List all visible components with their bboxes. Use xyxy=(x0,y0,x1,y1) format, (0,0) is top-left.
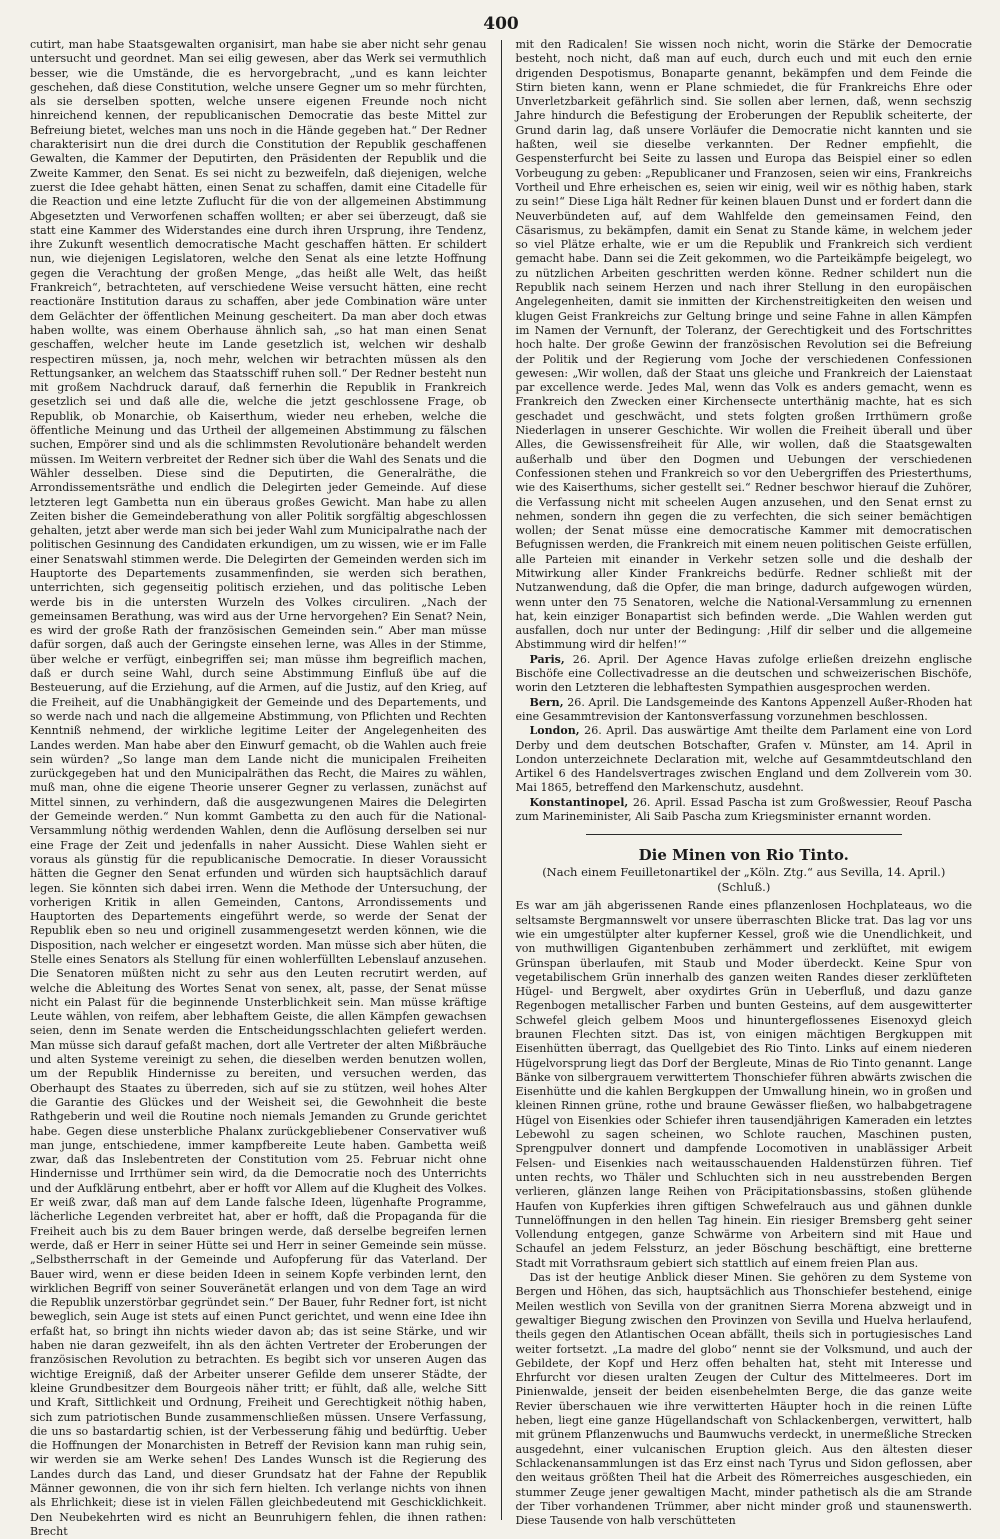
dispatch-text: 26. April. Essad Pascha ist zum Großwessier, Reouf Pascha zum Marineminister, Ali Saib Pascha zum Kriegsminister ernannt worden. xyxy=(515,795,973,824)
feuilleton-subtitle: (Nach einem Feuilletonartikel der „Köln. Ztg.“ aus Sevilla, 14. April.) xyxy=(542,865,946,880)
article-paragraph: cutirt, man habe Staatsgewalten organisirt, man habe sie aber nicht sehr genau untersucht und geordnet. Man sei eilig gewesen, aber das Werk sei vermuthlich besser, wie die Umstände, die es hervorgebracht, „und es kann leichter geschehen, daß diese Constitution, welche unsere Gegner um so mehr fürchten, als sie derselben spotten, welche unsere eigenen Freunde noch nicht hinreichend kennen, der republicanischen Democratie das beste Mittel zur Befreiung bietet, welches man uns noch in die Hände gegeben hat.“ Der Redner charakterisirt nun die drei durch die Constitution der Republik geschaffenen Gewalten, die Kammer der Deputirten, den Präsidenten der Republik und die Zweite Kammer, den Senat. Es sei nicht zu bezweifeln, daß diejenigen, welche zuerst die Idee gehabt hätten, einen Senat zu schaffen, damit eine Citadelle für die Reaction und eine letzte Zuflucht für die von der allgemeinen Abstimmung Abgesetzten und Verworfenen schaffen wollten; er aber sei überzeugt, daß sie statt eine Kammer des Widerstandes eine durch ihren Ursprung, ihre Tendenz, ihre Zukunft wesentlich democratische Macht geschaffen hätten. Er schildert nun, wie diejenigen Legislatoren, welche den Senat als eine letzte Hoffnung gegen die Verachtung der großen Menge, „das heißt alle Welt, das heißt Frankreich“, betrachteten, auf verschiedene Weise versucht hätten, eine recht reactionäre Institution daraus zu schaffen, aber jede Combination wäre unter dem Gelächter der öffentlichen Meinung gescheitert. Da man aber doch etwas haben wollte, was einem Oberhause ähnlich sah, „so hat man einen Senat geschaffen, welcher heute im Lande gesetzlich ist, welchen wir deshalb respectiren müssen, ja, noch mehr, welchen wir betrachten müssen als den Rettungsanker, an welchem das Staatsschiff ruhen soll.“ Der Redner besteht nun mit großem Nachdruck darauf, daß fernerhin die Republik in Frankreich gesetzlich sei und daß alle die, welche die jetzt geschlossene Frage, ob Republik, ob Monarchie, ob Kaiserthum, wieder neu erheben, welche die öffentliche Meinung und das Urtheil der allgemeinen Abstimmung zu fälschen suchen, Empörer sind und als die schlimmsten Revolutionäre behandelt werden müssen. Im Weitern verbreitet der Redner sich über die Wahl des Senats und die Wähler desselben. Diese sind die Deputirten, die Generalräthe, die Arrondissementsräthe und endlich die Delegirten jeder Gemeinde. Auf diese letzteren legt Gambetta nun ein überaus großes Gewicht. Man habe zu allen Zeiten bisher die Gemeindeberathung von aller Politik sorgfältig abgeschlossen gehalten, jetzt aber werde man sich bei jeder Wahl zum Municipalrathe nach der politischen Gesinnung des Candidaten erkundigen, um zu wissen, wie er im Falle einer Senatswahl stimmen werde. Die Delegirten der Gemeinden werden sich im Hauptorte des Departements zusammenfinden, sie werden sich berathen, unterrichten, sich gegenseitig politisch erziehen, und das politische Leben werde bis in die untersten Wurzeln des Volkes circuliren. „Nach der gemeinsamen Berathung, was wird aus der Urne hervorgehen? Ein Senat? Nein, es wird der große Rath der französischen Gemeinden sein.“ Aber man müsse dafür sorgen, daß auch der Geringste einsehen lerne, was Alles in der Stimme, über welche er verfügt, einbegriffen sei; man müsse ihm begreiflich machen, daß er durch seine Wahl, durch seine Abstimmung Einfluß übe auf die Besteuerung, auf die Erziehung, auf die Armen, auf die Justiz, auf den Krieg, auf die Freiheit, auf die Unabhängigkeit der Gemeinde und des Departements, und so werde nach und nach die allgemeine Abstimmung, von Pflichten und Rechten Kenntniß nehmend, der wirkliche legitime Leiter der Angelegenheiten des Landes werden. Man habe aber den Einwurf gemacht, ob die Wahlen auch freie sein würden? „So lange man dem Lande nicht die municipalen Freiheiten zurückgegeben hat und den Municipalräthen das Recht, die Maires zu wählen, muß man, ohne die eigene Theorie unserer Gegner zu verlassen, zunächst auf Mittel sinnen, zu verhindern, daß die ausgezwungenen Maires die Delegirten der Gemeinde werden.“ Nun kommt Gambetta zu den auch für die National-Versammlung nöthig werdenden Wahlen, denn die Auflösung derselben sei nur eine Frage der Zeit und jedenfalls in naher Aussicht. Diese Wahlen sieht er voraus als günstig für die republicanische Democratie. In dieser Voraussicht hätten die Gegner den Senat erfunden und würden sich hauptsächlich darauf legen. Sie könnten sich dabei irren. Wenn die Methode der Untersuchung, der vorherigen Kritik in allen Gemeinden, Cantons, Arrondissements und Hauptorten des Departements eingeführt werde, so werde der Senat der Republik eben so neu und originell zusammengesetzt werden können, wie die Disposition, nach welcher er eingesetzt worden. Man müsse sich aber hüten, die Stelle eines Senators als Stellung für einen wohlerfüllten Lebenslauf anzusehen. Die Senatoren müßten nicht zu sehr aus den Leuten recrutirt werden, auf welche die Ableitung des Wortes Senat von senex, alt, passe, der Senat müsse nicht ein Palast für die beginnende Unsterblichkeit sein. Man müsse kräftige Leute wählen, von reifem, aber lebhaftem Geiste, die allen Kämpfen gewachsen seien, denn im Senate werden die Entscheidungsschlachten geliefert werden. Man müsse sich darauf gefaßt machen, dort alle Vertreter der alten Mißbräuche und alten Systeme vereinigt zu sehen, die dieselben werden benutzen wollen, um der Republik Hindernisse zu bereiten, und versuchen werden, das Oberhaupt des Staates zu überreden, sich auf sie zu stützen, weil hohes Alter die Garantie des Glückes und der Weisheit sei, die Gewohnheit die beste Rathgeberin und weil die Routine noch niemals Jemanden zu Grunde gerichtet habe. Gegen diese unsterbliche Phalanx zurückgebliebener Conservativer wuß man junge, entschiedene, immer kampfbereite Leute haben. Gambetta weiß zwar, daß das Inslebentreten der Constitution vom 25. Februar nicht ohne Hindernisse und Irrthümer sein wird, da die Democratie noch des Unterrichts und der Aufklärung entbehrt, aber er hofft vor Allem auf die Klugheit des Volkes. Er weiß zwar, daß man auf dem Lande falsche Ideen, lügenhafte Programme, lächerliche Legenden verbreitet hat, aber er hofft, daß die Propaganda für die Freiheit auch bis zu dem Bauer bringen werde, daß derselbe begreifen lernen werde, daß er Herr in seiner Hütte sei und Herr in seiner Gemeinde sein müsse. „Selbstherrschaft in der Gemeinde und Aufopferung für das Vaterland. Der Bauer wird, wenn er diese beiden Ideen in seinem Kopfe verbinden lernt, den wirklichen Begriff von seiner Souveränetät erlangen und von dem Tage an wird die Republik unzerstörbar gegründet sein.“ Der Bauer, fuhr Redner fort, ist nicht beweglich, sein Auge ist stets auf einen Punct gerichtet, und wenn eine Idee ihn erfaßt hat, so bringt ihn nichts wieder davon ab; das ist seine Stärke, und wir haben nie daran gezweifelt, ihn als den ächten Vertreter der Eroberungen der französischen Revolution zu betrachten. Es begibt sich vor unseren Augen das wichtige Ereigniß, daß der Arbeiter unserer Gefilde dem unserer Städte, der kleine Grundbesitzer dem Bourgeois näher tritt; er fühlt, daß alle, welche Sitt und Kraft, Sittlichkeit und Ordnung, Freiheit und Gerechtigkeit nöthig haben, sich zum patriotischen Bunde zusammenschließen müssen. Unsere Verfassung, die uns so bastardartig schien, ist der Verbesserung fähig und bedürftig. Ueber die Hoffnungen der Monarchisten in Betreff der Revision kann man ruhig sein, wir werden sie am Werke sehen! Des Landes Wunsch ist die Regierung des Landes durch das Land, und dieser Grundsatz hat der Fahne der Republik Männer gewonnen, die von ihr sich fern hielten. Ich verlange nichts von ihnen als Ehrlichkeit; diese ist in vielen Fällen gleichbedeutend mit Geschicklichkeit. Den Neubekehrten wird es nicht an Beunruhigern fehlen, die ihnen rathen: Brecht xyxy=(30,38,487,1538)
dispatch-text: 26. April. Das auswärtige Amt theilte dem Parlament eine von Lord Derby und dem deutschen Botschafter, Grafen v. Münster, am 14. April in London unterzeichnete Declaration mit, welche auf Gesammtdeutschland den Artikel 6 des Handelsvertrages zwischen England und dem Zollverein vom 30. Mai 1865, betreffend den Markenschutz, ausdehnt. xyxy=(515,724,973,795)
feuilleton-paragraph: Das ist der heutige Anblick dieser Minen. Sie gehören zu dem Systeme von Bergen und Höhen, das sich, hauptsächlich aus Thonschiefer bestehend, einige Meilen westlich von Sevilla von der granitnen Sierra Morena abzweigt und in gewaltiger Biegung zwischen den Provinzen von Sevilla und Huelva herlaufend, theils gegen den Atlantischen Ocean abfällt, theils sich in portugiesisches Land weiter fortsetzt. „La madre del globo“ nennt sie der Volksmund, und auch der Gebildete, der Kopf und Herz offen behalten hat, steht mit Interesse und Ehrfurcht vor diesen uralten Zeugen der Cultur des Mittelmeeres. Dort im Pinienwalde, jenseit der beiden eisenbehelmten Berge, die das ganze weite Revier überschauen wie ihre verwitterten Häupter hoch in die reinen Lüfte heben, liegt eine ganze Hügellandschaft von Schlackenbergen, verwittert, halb mit grünem Pflanzenwuchs und Baumwuchs verdeckt, in unermeßliche Strecken ausgedehnt, einer vulcanischen Eruption gleich. Aus den ältesten dieser Schlackenansammlungen ist das Erz einst nach Tyrus und Sidon geflossen, aber den weitaus größten Theil hat die Arbeit des Römerreiches ausgeschieden, ein stummer Zeuge jener gewaltigen Macht, minder pathetisch als die am Strande der Tiber vorhandenen Trümmer, aber nicht minder groß und staunenswerth. Diese Tausende von halb verschütteten xyxy=(515,1271,973,1528)
dispatch-place: Bern, xyxy=(529,695,564,709)
column-divider xyxy=(501,40,502,1520)
article-paragraph: mit den Radicalen! Sie wissen noch nicht, worin die Stärke der Democratie besteht, noch nicht, daß man auf euch, durch euch und mit euch den ernie drigenden Despotismus, Bonaparte genannt, bekämpfen und dem Feinde die Stirn bieten kann, wenn er Plane schmiedet, die für Frankreichs Ehre oder Unverletzbarkeit gefährlich sind. Sie sollen aber lernen, daß, wenn sechszig Jahre hindurch die Befestigung der Eroberungen der Republik scheiterte, der Grund darin lag, daß unsere Vorläufer die Democratie nicht kannten und sie haßten, weil sie dieselbe verkannten. Der Redner empfiehlt, die Gespensterfurcht bei Seite zu lassen und Europa das Beispiel einer so edlen Vorbeugung zu geben: „Republicaner und Franzosen, seien wir eins, Frankreichs Vortheil und Ehre erheischen es, seien wir einig, weil wir es nöthig haben, stark zu sein!“ Diese Liga hält Redner für keinen blauen Dunst und er fordert dann die Neuverbündeten auf, auf dem Wahlfelde den gemeinsamen Feind, den Cäsarismus, zu bekämpfen, damit ein Senat zu Stande käme, in welchem jeder so viel Plätze erhalte, wie er um die Republik und Frankreich sich verdient gemacht habe. Dann sei die Zeit gekommen, wo die Parteikämpfe beigelegt, wo zu nützlichen Arbeiten geschritten werden könne. Redner schildert nun die Republik nach seinem Herzen und nach ihrer Stellung in den europäischen Angelegenheiten, damit sie inmitten der Kirchenstreitigkeiten den weisen und klugen Geist Frankreichs zur Geltung bringe und seine Fahne in allen Kämpfen im Namen der Vernunft, der Toleranz, der Gerechtigkeit und des Fortschrittes hoch halte. Der große Gewinn der französischen Revolution sei die Befreiung der Politik und der Regierung vom Joche der verschiedenen Confessionen gewesen: „Wir wollen, daß der Staat uns gleiche und Frankreich der Laienstaat par excellence werde. Jedes Mal, wenn das Volk es anders gemacht, wenn es Frankreich den Zwecken einer Kirchensecte unterthänig machte, hat es sich geschadet und geschwächt, und stets folgten großen Irrthümern große Niederlagen in unserer Geschichte. Wir wollen die Freiheit überall und über Alles, die Gewissensfreiheit für Alle, wir wollen, daß die Staatsgewalten außerhalb und über den Dogmen und Uebungen der verschiedenen Confessionen stehen und Frankreich so vor den Uebergriffen des Priesterthums, wie des Kaiserthums, sicher gestellt sei.“ Redner beschwor hierauf die Zuhörer, die Verfassung nicht mit scheelen Augen anzusehen, und den Senat ernst zu nehmen, sondern ihn gegen die zu verfechten, die sich seiner bemächtigen wollen; der Senat müsse eine democratische Kammer mit democratischen Befugnissen werden, die Frankreich mit einem neuen politischen Geiste erfüllen, alle Parteien mit einander in Verkehr setzen solle und die deshalb der Mitwirkung aller Kinder Frankreichs bedürfe. Redner schließt mit der Nutzanwendung, daß die Opfer, die man bringe, dadurch aufgewogen würden, wenn unter den 75 Senatoren, welche die National-Versammlung zu ernennen hat, kein einziger Bonapartist sich befinden werde. „Die Wahlen werden gut ausfallen, doch nur unter der Bedingung: ‚Hilf dir selber und die allgemeine Abstimmung wird dir helfen!‘“ xyxy=(515,38,973,652)
feuilleton-paragraph: Es war am jäh abgerissenen Rande eines pflanzenlosen Hochplateaus, wo die seltsamste Bergmannswelt vor unsere überraschten Blicke trat. Das lag vor uns wie ein umgestülpter alter kupferner Kessel, groß wie die Unendlichkeit, und von muthwilligen Gigantenbuben zerhämmert und zerklüftet, mit ewigem Grünspan überlaufen, mit Staub und Moder überdeckt. Keine Spur von vegetabilischem Grün innerhalb des ganzen weiten Randes dieser zerklüfteten Hügel- und Bergwelt, aber oxydirtes Grün in Ueberfluß, und dazu ganze Regenbogen metallischer Farben und bunten Gesteins, auf dem ausgewitterter Schwefel gleich gelbem Moos und hinuntergeflossenes Eisenoxyd gleich braunen Flechten sitzt. Das ist, von einigen mächtigen Bergkuppen mit Eisenhütten überragt, das Quellgebiet des Rio Tinto. Links auf einem niederen Hügelvorsprung liegt das Dorf der Bergleute, Minas de Rio Tinto genannt. Lange Bänke von silbergrauem verwittertem Thonschiefer führen abwärts zwischen die Eisenhütte und die kahlen Bergkuppen der Umwallung hinein, wo in großen und kleinen Rinnen grüne, rothe und braune Gewässer fließen, wo halbabgetragene Hügel von Eisenkies oder Schiefer ihren tausendjährigen Kameraden ein letztes Lebewohl zu sagen scheinen, wo Schlote rauchen, Maschinen pusten, Sprengpulver donnert und dampfende Locomotiven in unablässiger Arbeit Felsen- und Eisenkies nach weitausschauenden Haldenstürzen führen. Tief unten rechts, wo Thäler und Schluchten sich in neu ausstrebenden Bergen verlieren, glänzen lange Reihen von Präcipitationsbassins, stoßen glühende Haufen von Kupferkies ihren giftigen Schwefelrauch aus und gähnen dunkle Tunnelöffnungen in den hellen Tag hinein. Ein riesiger Bremsberg geht seiner Vollendung entgegen, ganze Schwärme von Arbeitern sind mit Haue und Schaufel an jedem Felssturz, an jeder Böschung beschäftigt, eine bretterne Stadt mit Vorrathsraum gebiert sich stattlich auf einem freien Plan aus. xyxy=(515,899,973,1270)
dispatch-place: London, xyxy=(529,724,580,738)
right-column xyxy=(516,38,973,1539)
columns xyxy=(30,38,972,1539)
left-column xyxy=(30,38,487,1539)
dispatch-london xyxy=(516,724,973,795)
dispatch-text: 26. April. Die Landsgemeinde des Kantons Appenzell Außer-Rhoden hat eine Gesammtrevision der Kantonsverfassung vorzunehmen beschlossen. xyxy=(515,695,973,723)
dispatch-text: 26. April. Der Agence Havas zufolge erließen dreizehn englische Bischöfe eine Collectivadresse an die deutschen und schweizerischen Bischöfe, worin den Letzteren die lebhaftesten Sympathien ausgesprochen werden. xyxy=(515,652,973,695)
page-number: 400 xyxy=(483,14,519,34)
dispatch-paris xyxy=(516,653,973,696)
feuilleton-continuation-note: (Schluß.) xyxy=(717,880,771,895)
dispatch-bern xyxy=(516,696,973,725)
feuilleton-title: Die Minen von Rio Tinto. xyxy=(638,846,849,865)
dispatch-place: Paris, xyxy=(529,652,565,666)
dispatch-place: Konstantinopel, xyxy=(529,795,629,809)
section-rule xyxy=(586,834,903,835)
dispatch-konstantinopel xyxy=(516,796,973,825)
